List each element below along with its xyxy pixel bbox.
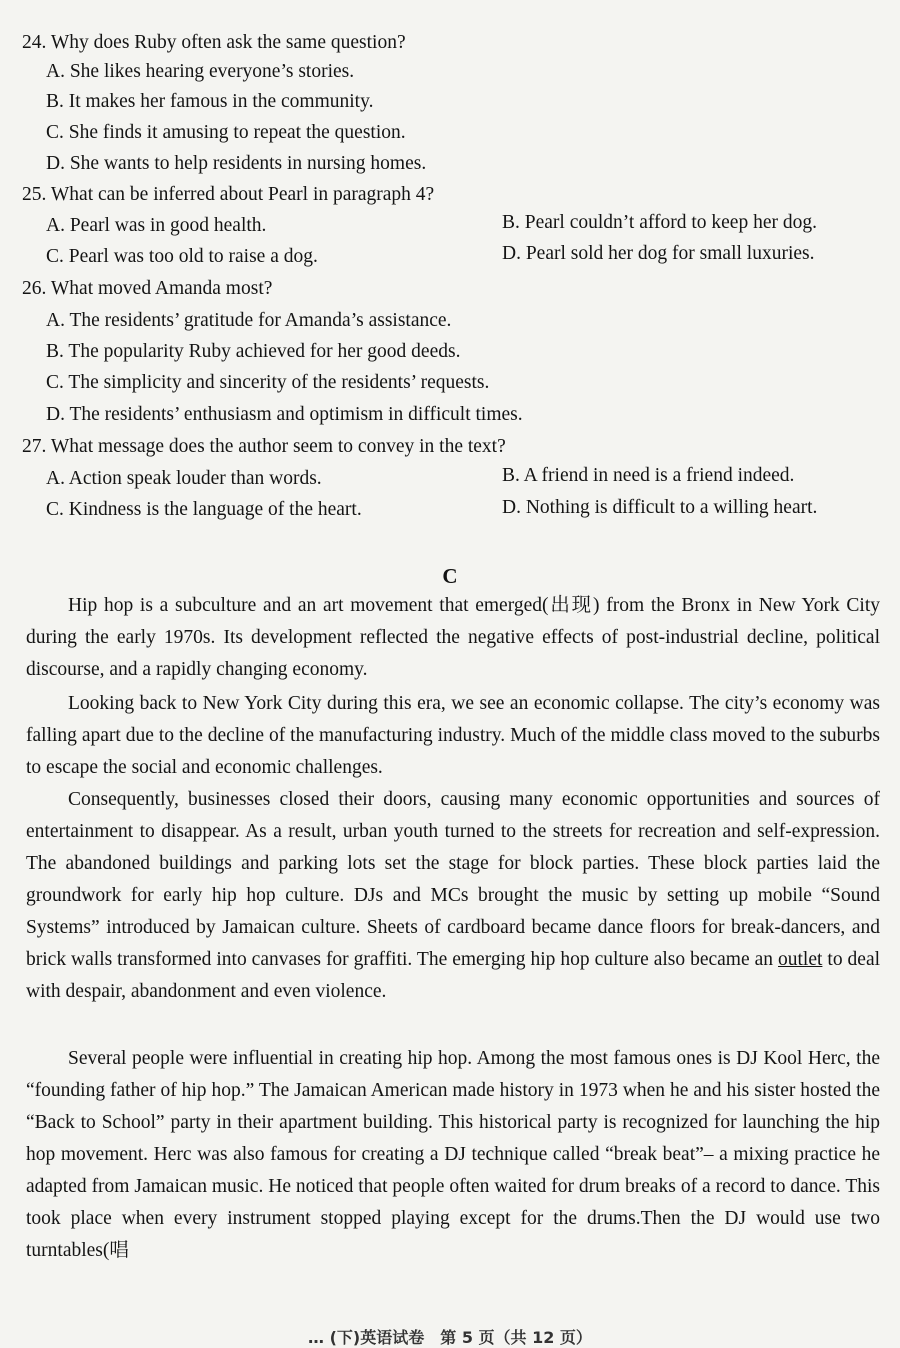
- question-26-option-c: C. The simplicity and sincerity of the residents’ requests.: [46, 372, 490, 393]
- question-26-stem: 26. What moved Amanda most?: [22, 278, 273, 299]
- question-25-option-b: B. Pearl couldn’t afford to keep her dog.: [502, 212, 817, 233]
- page-footer: … (下)英语试卷 第 5 页（共 12 页）: [308, 1328, 592, 1347]
- passage-paragraph-1: Hip hop is a subculture and an art movement that emerged(出现) from the Bronx in New York City during the early 1970s. Its development reflected the negative effects of post-industrial decline, political discourse, and a rapidly changing economy.: [26, 595, 880, 680]
- question-25-option-a: A. Pearl was in good health.: [46, 215, 267, 236]
- question-24-option-b: B. It makes her famous in the community.: [46, 91, 374, 112]
- passage-paragraph-4: Several people were influential in creating hip hop. Among the most famous ones is DJ Kool Herc, the “founding father of hip hop.” The Jamaican American made history in 1973 when he and his sister hosted the “Back to School” party in their apartment building. This historical party is recognized for launching the hip hop movement. Herc was also famous for creating a DJ technique called “break beat”– a mixing practice he adapted from Jamaican music. He noticed that people often waited for drum breaks of a record to dance. This took place when every instrument stopped playing except for the drums.Then the DJ would use two turntables(唱: [26, 1048, 880, 1261]
- question-25-option-d: D. Pearl sold her dog for small luxuries.: [502, 243, 815, 264]
- question-27-option-d: D. Nothing is difficult to a willing heart.: [502, 497, 818, 518]
- passage-paragraph-2: Looking back to New York City during this era, we see an economic collapse. The city’s economy was falling apart due to the decline of the manufacturing industry. Much of the middle class moved to the suburbs to escape the social and economic challenges.: [26, 693, 880, 778]
- passage-paragraph-3-text: Consequently, businesses closed their doors, causing many economic opportunities and sources of entertainment to disappear. As a result, urban youth turned to the streets for recreation and self-expression. The abandoned buildings and parking lots set the stage for block parties. These block parties laid the groundwork for early hip hop culture. DJs and MCs brought the music by setting up mobile “Sound Systems” introduced by Jamaican culture. Sheets of cardboard became dance floors for break-dancers, and brick walls transformed into canvases for graffiti. The emerging hip hop culture also became an: [26, 789, 880, 970]
- question-27-stem: 27. What message does the author seem to convey in the text?: [22, 436, 506, 457]
- question-27-option-b: B. A friend in need is a friend indeed.: [502, 465, 795, 486]
- question-25-stem: 25. What can be inferred about Pearl in paragraph 4?: [22, 184, 435, 205]
- question-27-option-c: C. Kindness is the language of the heart.: [46, 499, 362, 520]
- passage-paragraph-3: [26, 784, 880, 1008]
- question-24-option-d: D. She wants to help residents in nursing homes.: [46, 153, 427, 174]
- question-25-option-c: C. Pearl was too old to raise a dog.: [46, 246, 318, 267]
- question-27-option-a: A. Action speak louder than words.: [46, 468, 322, 489]
- underlined-word-outlet: outlet: [778, 949, 823, 970]
- section-title: C: [442, 564, 458, 588]
- question-26-option-d: D. The residents’ enthusiasm and optimism in difficult times.: [46, 404, 523, 425]
- question-26-option-b: B. The popularity Ruby achieved for her good deeds.: [46, 341, 461, 362]
- question-24-stem: 24. Why does Ruby often ask the same question?: [22, 32, 406, 53]
- question-26-option-a: A. The residents’ gratitude for Amanda’s assistance.: [46, 310, 452, 331]
- passage-paragraph-3-end: to deal with despair, abandonment and even violence.: [26, 949, 881, 1002]
- question-24-option-c: C. She finds it amusing to repeat the question.: [46, 122, 406, 143]
- question-24-option-a: A. She likes hearing everyone’s stories.: [46, 61, 355, 82]
